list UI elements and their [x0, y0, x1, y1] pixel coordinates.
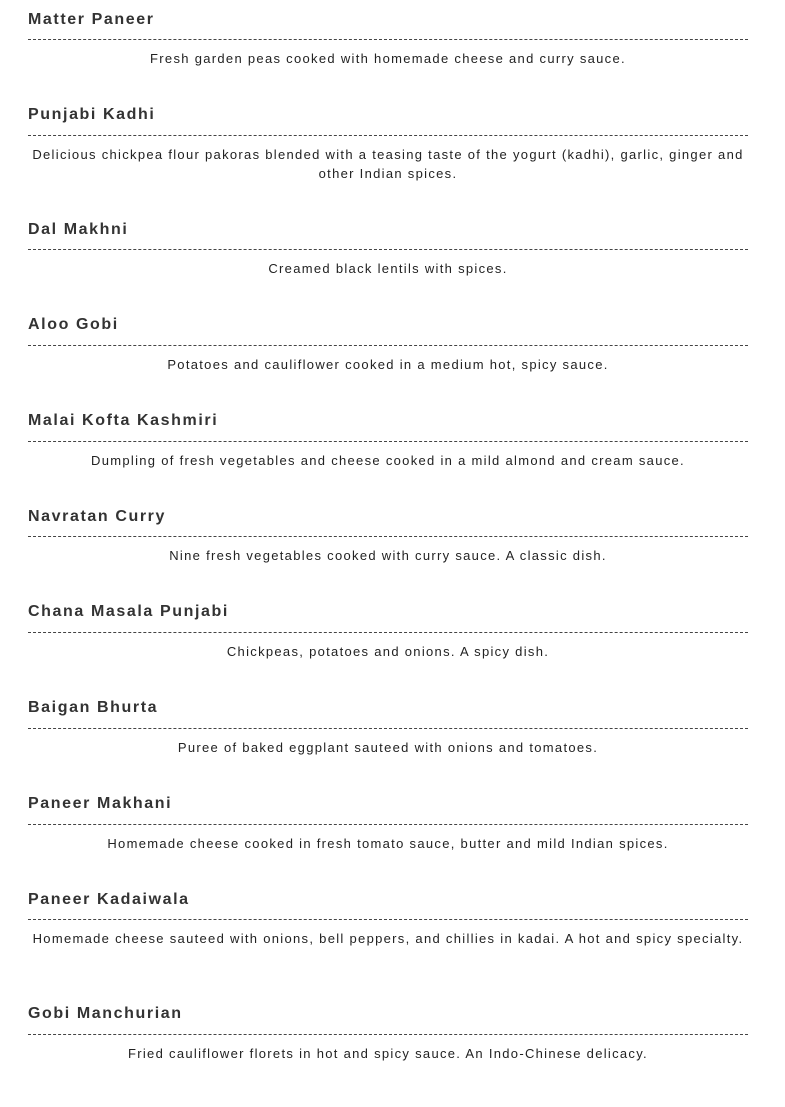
- menu-item: [28, 315, 119, 335]
- menu-item-name: Punjabi Kadhi: [28, 106, 156, 123]
- menu-item-description: Homemade cheese sauteed with onions, bell peppers, and chillies in kadai. A hot and spicy specialty.: [32, 931, 744, 946]
- menu-item-description: Homemade cheese cooked in fresh tomato sauce, butter and mild Indian spices.: [107, 836, 669, 851]
- menu-item-divider: [28, 345, 748, 346]
- menu-item-description: Delicious chickpea flour pakoras blended with a teasing taste of the yogurt (kadhi), garlic, ginger and other Indian spices.: [32, 147, 744, 181]
- menu-item-description: Creamed black lentils with spices.: [268, 261, 508, 276]
- menu-item: [28, 411, 218, 431]
- menu-item-name: Chana Masala Punjabi: [28, 603, 229, 620]
- menu-item-name: Paneer Kadaiwala: [28, 891, 190, 908]
- menu-item: [28, 1004, 183, 1024]
- menu-item-divider: [28, 536, 748, 537]
- menu-item-name: Malai Kofta Kashmiri: [28, 412, 219, 429]
- menu-item: [28, 220, 128, 240]
- menu-item: [28, 794, 172, 814]
- menu-item-divider: [28, 824, 748, 825]
- menu-item: [28, 698, 158, 718]
- menu-item-description: Fresh garden peas cooked with homemade cheese and curry sauce.: [150, 51, 626, 66]
- menu-item-divider: [28, 919, 748, 920]
- menu-item: [28, 10, 155, 30]
- menu-item-name: Gobi Manchurian: [28, 1005, 183, 1022]
- menu-item-name: Aloo Gobi: [28, 316, 119, 333]
- menu-item-divider: [28, 135, 748, 136]
- menu-item: [28, 890, 190, 910]
- menu-item-divider: [28, 249, 748, 250]
- menu-item-description: Chickpeas, potatoes and onions. A spicy dish.: [226, 644, 550, 659]
- menu-item-divider: [28, 1034, 748, 1035]
- menu-item-description: Dumpling of fresh vegetables and cheese cooked in a mild almond and cream sauce.: [91, 453, 685, 468]
- menu-item-name: Paneer Makhani: [28, 795, 173, 812]
- menu-item-divider: [28, 632, 748, 633]
- menu-item-description: Fried cauliflower florets in hot and spicy sauce. An Indo-Chinese delicacy.: [128, 1046, 648, 1061]
- menu-item-description: Nine fresh vegetables cooked with curry sauce. A classic dish.: [169, 548, 607, 563]
- menu-item-description: Potatoes and cauliflower cooked in a medium hot, spicy sauce.: [167, 357, 609, 372]
- menu-item-name: Dal Makhni: [28, 221, 129, 238]
- menu-item-name: Matter Paneer: [28, 11, 155, 28]
- menu-item-divider: [28, 39, 748, 40]
- menu-item-name: Baigan Bhurta: [28, 699, 159, 716]
- menu-item: [28, 105, 155, 125]
- menu-item-divider: [28, 441, 748, 442]
- menu-item-divider: [28, 728, 748, 729]
- menu-item-name: Navratan Curry: [28, 508, 167, 525]
- menu-item: [28, 507, 166, 527]
- menu-item-description: Puree of baked eggplant sauteed with onions and tomatoes.: [177, 740, 599, 755]
- menu-item: [28, 602, 229, 622]
